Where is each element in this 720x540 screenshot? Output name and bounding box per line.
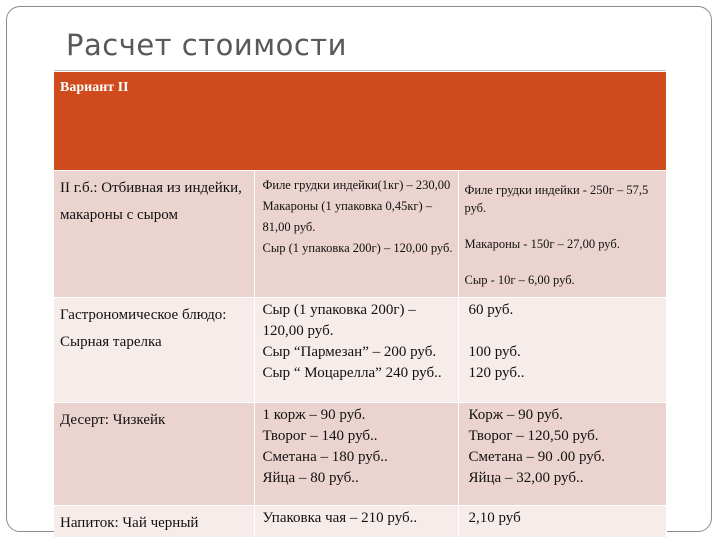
base-price-line: Филе грудки индейки(1кг) – 230,00 [262, 177, 451, 192]
base-price-cell [254, 297, 458, 402]
base-price-line: Сыр (1 упаковка 200г) – 120,00 руб. [262, 240, 453, 255]
base-price-line: Сыр (1 упаковка 200г) – 120,00 руб. [262, 301, 416, 339]
base-price-line: Макароны (1 упаковка 0,45кг) – 81,00 руб. [262, 198, 433, 234]
portion-cost-cell [458, 505, 666, 537]
base-price-cell [254, 170, 458, 297]
portion-cost-line: 2,10 руб [468, 509, 521, 526]
portion-cost-line: Макароны - 150г – 27,00 руб. [464, 236, 620, 251]
base-price-line: Сметана – 180 руб.. [262, 448, 388, 465]
dish-cell: Десерт: Чизкейк [54, 402, 254, 505]
header-variant-cell: Вариант II [54, 72, 666, 170]
portion-cost-line: Сметана – 90 .00 руб. [468, 448, 605, 465]
portion-cost-line: 100 руб. [468, 343, 521, 360]
portion-cost-line: Творог – 120,50 руб. [468, 427, 599, 444]
base-price-line: Яйца – 80 руб.. [262, 469, 359, 486]
portion-cost-line: Филе грудки индейки - 250г – 57,5 руб. [464, 182, 649, 215]
slide-title: Расчет стоимости [66, 28, 348, 62]
dish-cell: Напиток: Чай черный [54, 505, 254, 537]
base-price-cell [254, 402, 458, 505]
portion-cost-cell [458, 170, 666, 297]
table-row [54, 402, 666, 505]
dish-cell: II г.б.: Отбивная из индейки, макароны с сыром [54, 170, 254, 297]
base-price-line: Творог – 140 руб.. [262, 427, 378, 444]
table-row [54, 297, 666, 402]
base-price-line: Упаковка чая – 210 руб.. [262, 509, 418, 526]
portion-cost-line: Корж – 90 руб. [468, 406, 563, 423]
portion-cost-line: Сыр - 10г – 6,00 руб. [464, 272, 575, 287]
base-price-cell [254, 505, 458, 537]
portion-cost-line: 60 руб. [468, 301, 514, 318]
table-header-row [54, 72, 666, 170]
cost-table [54, 72, 667, 538]
portion-cost-cell [458, 402, 666, 505]
portion-cost-cell [458, 297, 666, 402]
portion-cost-line: Яйца – 32,00 руб.. [468, 469, 584, 486]
table-row [54, 505, 666, 537]
base-price-line: Сыр “Пармезан” – 200 руб. [262, 343, 437, 360]
base-price-line: Сыр “ Моцарелла” 240 руб.. [262, 364, 442, 381]
title-divider [54, 70, 666, 71]
dish-cell: Гастрономическое блюдо: Сырная тарелка [54, 297, 254, 402]
table-row [54, 170, 666, 297]
base-price-line: 1 корж – 90 руб. [262, 406, 366, 423]
portion-cost-line: 120 руб.. [468, 364, 525, 381]
